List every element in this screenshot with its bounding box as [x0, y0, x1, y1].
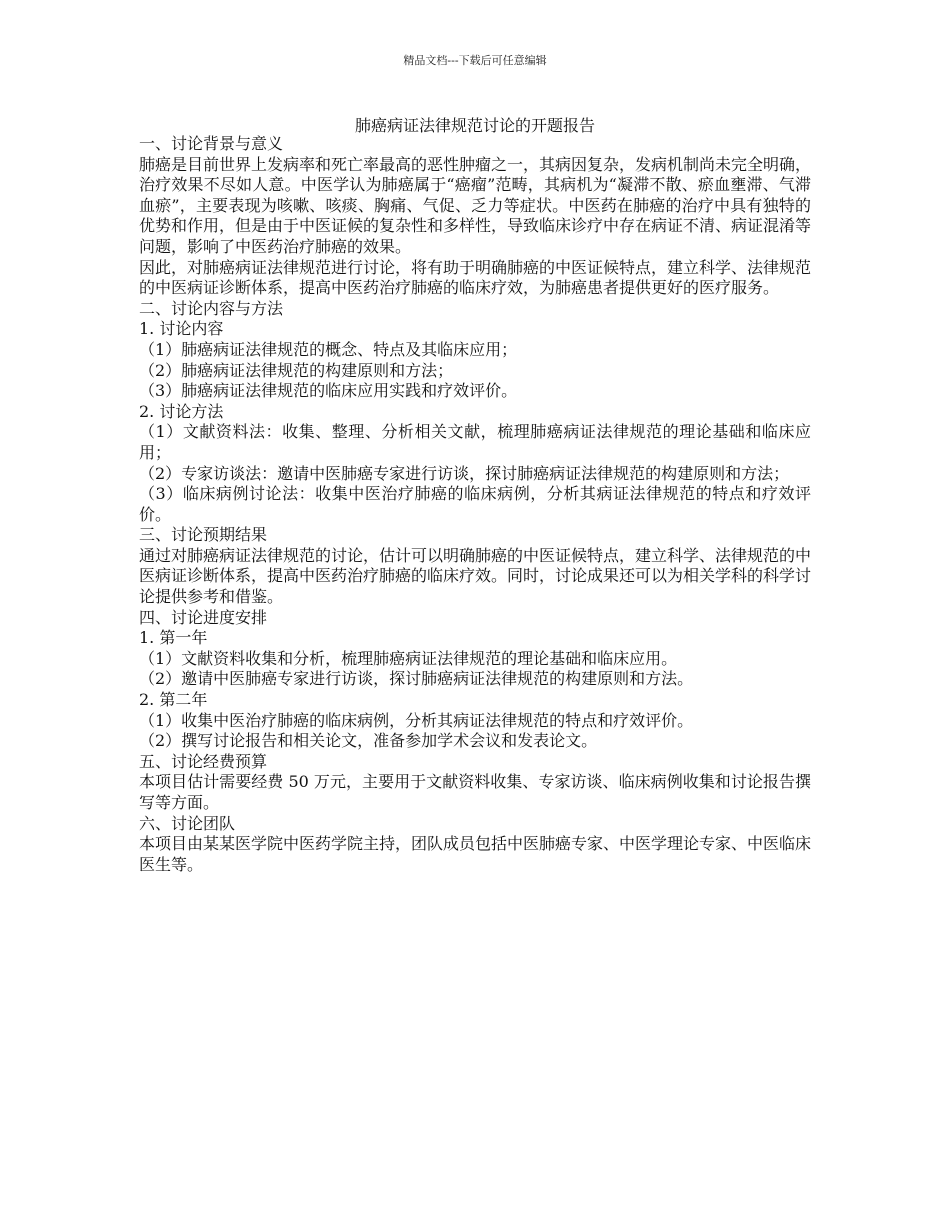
list-item: （3）临床病例讨论法：收集中医治疗肺癌的临床病例，分析其病证法律规范的特点和疗效评价。: [139, 484, 811, 524]
subheading-content: 1. 讨论内容: [139, 319, 224, 339]
subheading-year-two: 2. 第二年: [139, 690, 208, 710]
document-title: 肺癌病证法律规范讨论的开题报告: [354, 116, 595, 135]
list-item: （1）文献资料法：收集、整理、分析相关文献，梳理肺癌病证法律规范的理论基础和临床应用；: [139, 422, 811, 462]
list-item: （2）撰写讨论报告和相关论文，准备参加学术会议和发表论文。: [139, 731, 598, 751]
section-heading-budget: 五、讨论经费预算: [139, 751, 268, 771]
section-heading-schedule: 四、讨论进度安排: [139, 607, 268, 627]
section-heading-background: 一、讨论背景与意义: [139, 134, 284, 153]
list-item: （1）文献资料收集和分析，梳理肺癌病证法律规范的理论基础和临床应用。: [139, 648, 678, 668]
section-heading-expected-results: 三、讨论预期结果: [139, 525, 268, 545]
section-heading-content-method: 二、讨论内容与方法: [139, 298, 284, 318]
section-heading-team: 六、讨论团队: [139, 813, 236, 833]
paragraph-expected-results: 通过对肺癌病证法律规范的讨论，估计可以明确肺癌的中医证候特点，建立科学、法律规范的中医病证诊断体系，提高中医药治疗肺癌的临床疗效。同时，讨论成果还可以为相关学科的科学讨论提供参考和借鉴。: [139, 545, 812, 607]
list-item: （3）肺癌病证法律规范的临床应用实践和疗效评价。: [139, 381, 518, 401]
list-item: （1）收集中医治疗肺癌的临床病例，分析其病证法律规范的特点和疗效评价。: [139, 710, 694, 730]
list-item: （2）邀请中医肺癌专家进行访谈，探讨肺癌病证法律规范的构建原则和方法。: [139, 669, 694, 689]
paragraph-significance: 因此，对肺癌病证法律规范进行讨论，将有助于明确肺癌的中医证候特点，建立科学、法律规范的中医病证诊断体系，提高中医药治疗肺癌的临床疗效，为肺癌患者提供更好的医疗服务。: [139, 257, 812, 298]
paragraph-team: 本项目由某某医学院中医药学院主持，团队成员包括中医肺癌专家、中医学理论专家、中医临床医生等。: [139, 834, 812, 874]
subheading-year-one: 1. 第一年: [139, 628, 208, 648]
page-header-banner: 精品文档---下载后可任意编辑: [403, 54, 547, 67]
document-body: [139, 134, 811, 875]
paragraph-budget: 本项目估计需要经费 50 万元，主要用于文献资料收集、专家访谈、临床病例收集和讨论报告撰写等方面。: [139, 772, 811, 812]
subheading-method: 2. 讨论方法: [139, 401, 224, 421]
list-item: （1）肺癌病证法律规范的概念、特点及其临床应用；: [139, 339, 518, 359]
list-item: （2）肺癌病证法律规范的构建原则和方法；: [139, 360, 454, 380]
list-item: （2）专家访谈法：邀请中医肺癌专家进行访谈，探讨肺癌病证法律规范的构建原则和方法；: [139, 463, 790, 483]
paragraph-background: 肺癌是目前世界上发病率和死亡率最高的恶性肿瘤之一，其病因复杂，发病机制尚未完全明确，治疗效果不尽如人意。中医学认为肺癌属于“癌瘤”范畴，其病机为“凝滞不散、瘀血壅滞、气滞血瘀”，主要表现为咳嗽、咳痰、胸痛、气促、乏力等症状。中医药在肺癌的治疗中具有独特的优势和作用，但是由于中医证候的复杂性和多样性，导致临床诊疗中存在病证不清、病证混淆等问题，影响了中医药治疗肺癌的效果。: [139, 154, 812, 256]
